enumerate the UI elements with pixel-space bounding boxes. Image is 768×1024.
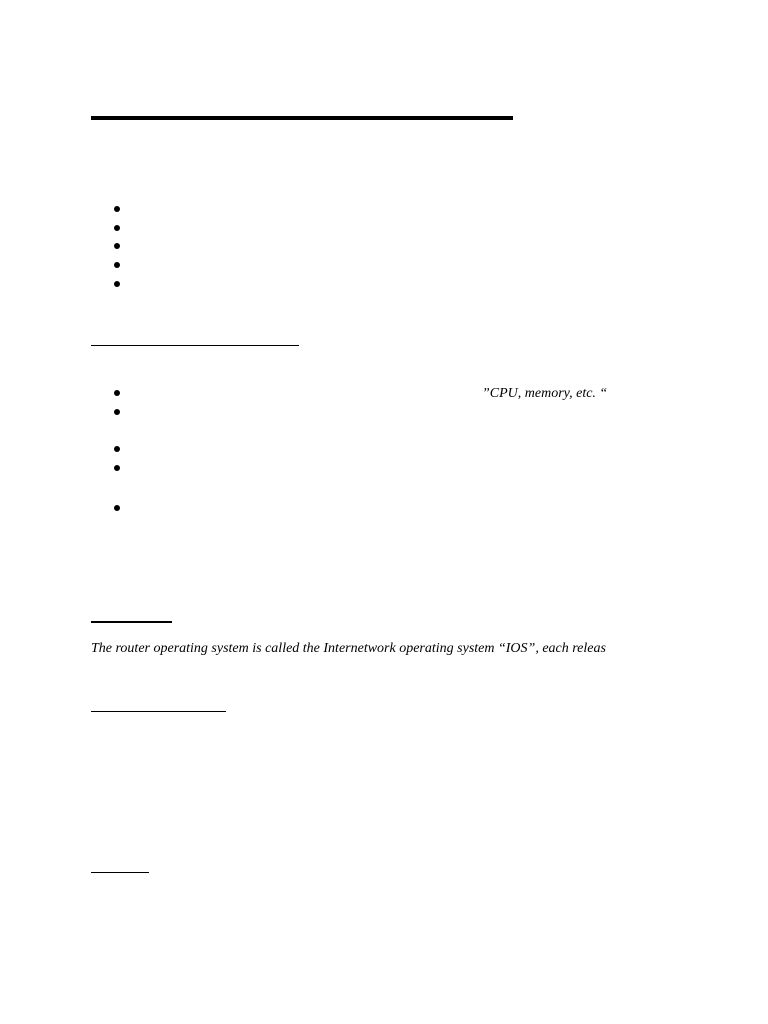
list-bullet [114, 206, 120, 212]
section-heading-underline-4 [91, 872, 149, 873]
list-bullet [114, 225, 120, 231]
section-heading-underline-3 [91, 711, 226, 712]
list-bullet [114, 262, 120, 268]
section-heading-underline-2 [91, 621, 172, 623]
ios-paragraph: The router operating system is called the Internetwork operating system “IOS”, each releas [91, 641, 606, 656]
list-bullet [114, 243, 120, 249]
list-bullet [114, 390, 120, 396]
list-bullet [114, 505, 120, 511]
title-underline [91, 116, 513, 120]
list-bullet [114, 409, 120, 415]
list-bullet [114, 281, 120, 287]
list-bullet [114, 446, 120, 452]
list-item-fragment: ”CPU, memory, etc. “ [482, 386, 608, 401]
list-bullet [114, 465, 120, 471]
section-heading-underline-1 [91, 345, 299, 346]
